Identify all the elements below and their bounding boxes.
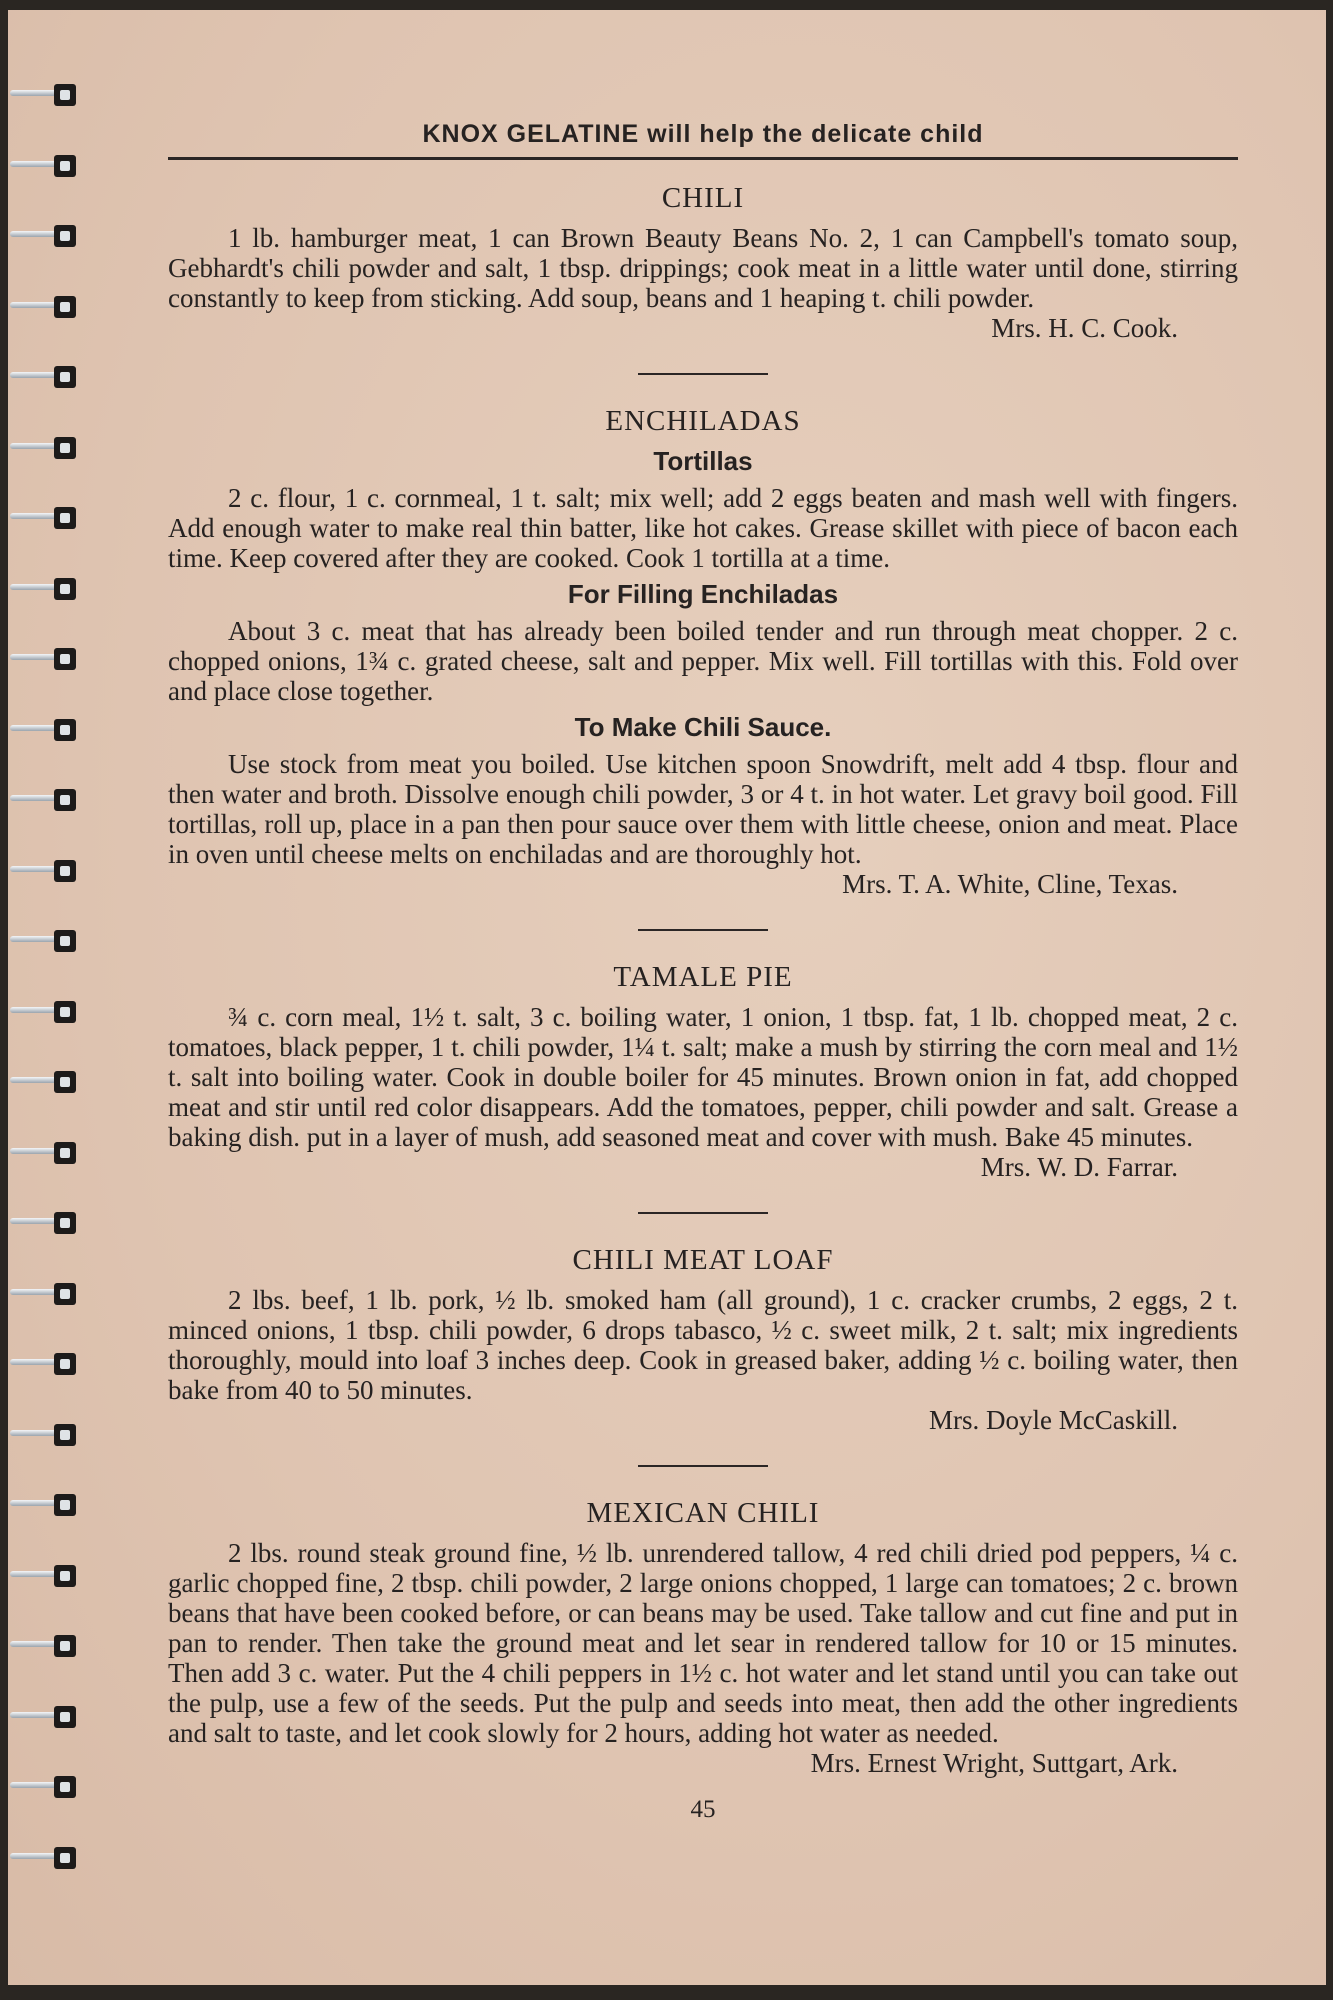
spiral-binding (8, 80, 88, 1910)
recipe-title: ENCHILADAS (605, 405, 801, 437)
recipe-subheading: To Make Chili Sauce. (574, 712, 832, 742)
section-divider (638, 1465, 768, 1467)
binding-coil (10, 644, 80, 674)
recipe-subheading: For Filling Enchiladas (567, 579, 839, 609)
binding-coil (10, 362, 80, 392)
recipe-author: Mrs. W. D. Farrar. (980, 1152, 1178, 1182)
header-rule (168, 157, 1238, 160)
recipe-author: Mrs. Doyle McCaskill. (929, 1405, 1178, 1435)
recipe-body: 1 lb. hamburger meat, 1 can Brown Beauty Beans No. 2, 1 can Campbell's tomato soup, Gebhardt's chili powder and salt, 1 tbsp. drippings; cook meat in a little water until done, stirring constantly to keep from sticking. Add soup, beans and 1 heaping t. chili powder. (168, 223, 1238, 313)
page-content (168, 120, 1238, 1824)
binding-coil (10, 292, 80, 322)
binding-coil (10, 1208, 80, 1238)
recipe-chili (168, 182, 1238, 343)
recipe-title: CHILI (661, 182, 745, 214)
recipe-title: TAMALE PIE (613, 961, 793, 993)
binding-coil (10, 1631, 80, 1661)
binding-coil (10, 1067, 80, 1097)
recipe-author: Mrs. H. C. Cook. (991, 313, 1178, 343)
recipe-enchiladas (168, 405, 1238, 899)
recipe-mexican-chili (168, 1497, 1238, 1778)
binding-coil (10, 1138, 80, 1168)
section-divider (638, 1212, 768, 1214)
binding-coil (10, 1772, 80, 1802)
recipe-body: 2 c. flour, 1 c. cornmeal, 1 t. salt; mix well; add 2 eggs beaten and mash well with fingers. Add enough water to make real thin batter, like hot cakes. Grease skillet with piece of bacon each time. Keep covered after they are cooked. Cook 1 tortilla at a time. (168, 483, 1238, 573)
recipe-body: 2 lbs. round steak ground fine, ½ lb. unrendered tallow, 4 red chili dried pod peppers, ¼ c. garlic chopped fine, 2 tbsp. chili powder, 2 large onions chopped, 1 large can tomatoes; 2 c. brown beans that have been cooked before, or can beans may be used. Take tallow and cut fine and put in pan to render. Then take the ground meat and let sear in rendered tallow for 10 or 15 minutes. Then add 3 c. water. Put the 4 chili peppers in 1½ c. hot water and let stand until you can take out the pulp, use a few of the seeds. Put the pulp and seeds into meat, then add the other ingredients and salt to taste, and let cook slowly for 2 hours, adding hot water as needed. (168, 1538, 1238, 1748)
binding-coil (10, 715, 80, 745)
binding-coil (10, 856, 80, 886)
binding-coil (10, 926, 80, 956)
recipe-author: Mrs. Ernest Wright, Suttgart, Ark. (810, 1748, 1178, 1778)
binding-coil (10, 1420, 80, 1450)
recipe-body: About 3 c. meat that has already been boiled tender and run through meat chopper. 2 c. chopped onions, 1¾ c. grated cheese, salt and pepper. Mix well. Fill tortillas with this. Fold over and place close together. (168, 616, 1238, 706)
binding-coil (10, 574, 80, 604)
binding-coil (10, 1702, 80, 1732)
binding-coil (10, 221, 80, 251)
section-divider (638, 373, 768, 375)
recipe-body: ¾ c. corn meal, 1½ t. salt, 3 c. boiling water, 1 onion, 1 tbsp. fat, 1 lb. chopped meat, 2 c. tomatoes, black pepper, 1 t. chili powder, 1¼ t. salt; make a mush by stirring the corn meal and 1½ t. salt into boiling water. Cook in double boiler for 45 minutes. Brown onion in fat, add chopped meat and stir until red color disappears. Add the tomatoes, pepper, chili powder and salt. Grease a baking dish. put in a layer of mush, add seasoned meat and cover with mush. Bake 45 minutes. (168, 1002, 1238, 1152)
recipe-chili-meat-loaf (168, 1244, 1238, 1435)
recipe-title: CHILI MEAT LOAF (572, 1244, 834, 1276)
section-divider (638, 929, 768, 931)
page-number: 45 (690, 1796, 716, 1823)
binding-coil (10, 503, 80, 533)
binding-coil (10, 1561, 80, 1591)
binding-coil (10, 1490, 80, 1520)
recipe-tamale-pie (168, 961, 1238, 1182)
binding-coil (10, 433, 80, 463)
binding-coil (10, 1279, 80, 1309)
binding-coil (10, 1843, 80, 1873)
binding-coil (10, 997, 80, 1027)
recipe-subheading: Tortillas (653, 446, 753, 476)
recipe-body: 2 lbs. beef, 1 lb. pork, ½ lb. smoked ham (all ground), 1 c. cracker crumbs, 2 eggs, 2 t. minced onions, 1 tbsp. chili powder, 6 drops tabasco, ½ c. sweet milk, 2 t. salt; mix ingredients thoroughly, mould into loaf 3 inches deep. Cook in greased baker, adding ½ c. boiling water, then bake from 40 to 50 minutes. (168, 1285, 1238, 1405)
cookbook-page (8, 10, 1326, 1985)
recipe-body: Use stock from meat you boiled. Use kitchen spoon Snowdrift, melt add 4 tbsp. flour and then water and broth. Dissolve enough chili powder, 3 or 4 t. in hot water. Let gravy boil good. Fill tortillas, roll up, place in a pan then pour sauce over them with little cheese, onion and meat. Place in oven until cheese melts on enchiladas and are thoroughly hot. (168, 749, 1238, 869)
binding-coil (10, 151, 80, 181)
recipe-title: MEXICAN CHILI (586, 1497, 820, 1529)
recipe-author: Mrs. T. A. White, Cline, Texas. (842, 869, 1178, 899)
running-header: KNOX GELATINE will help the delicate child (422, 120, 984, 148)
binding-coil (10, 785, 80, 815)
binding-coil (10, 80, 80, 110)
binding-coil (10, 1349, 80, 1379)
